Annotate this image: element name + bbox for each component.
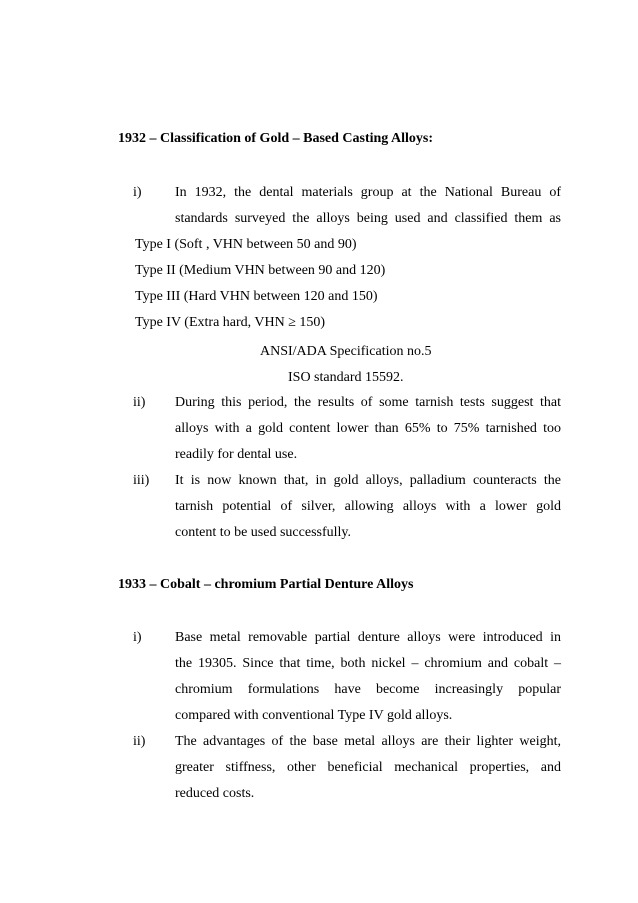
type-ii-line: Type II (Medium VHN between 90 and 120) — [135, 263, 386, 278]
type-iv-line: Type IV (Extra hard, VHN ≥ 150) — [135, 315, 326, 330]
item-ii-number: ii) — [133, 395, 146, 410]
section-1933-heading: 1933 – Cobalt – chromium Partial Denture Alloys — [118, 577, 414, 592]
item-iii-number: iii) — [133, 473, 150, 488]
item-ii-line-2: alloys with a gold content lower than 65% to 75% tarnished too — [175, 421, 561, 436]
item-iii-line-2: tarnish potential of silver, allowing alloys with a lower gold — [175, 499, 561, 514]
item-i-line-1: In 1932, the dental materials group at the National Bureau of — [175, 185, 561, 200]
item-iii-line-1: It is now known that, in gold alloys, palladium counteracts the — [175, 473, 561, 488]
section-1932-heading: 1932 – Classification of Gold – Based Casting Alloys: — [118, 131, 434, 146]
item-iii-line-3: content to be used successfully. — [175, 525, 351, 540]
s2-item-ii-line-3: reduced costs. — [175, 786, 255, 801]
type-i-line: Type I (Soft , VHN between 50 and 90) — [135, 237, 357, 252]
s2-item-i-line-4: compared with conventional Type IV gold alloys. — [175, 708, 453, 723]
s2-item-ii-line-2: greater stiffness, other beneficial mechanical properties, and — [175, 760, 561, 775]
item-ii-line-1: During this period, the results of some tarnish tests suggest that — [175, 395, 561, 410]
s2-item-i-line-1: Base metal removable partial denture alloys were introduced in — [175, 630, 561, 645]
s2-item-ii-number: ii) — [133, 734, 146, 749]
s2-item-i-line-3: chromium formulations have become increasingly popular — [175, 682, 561, 697]
spec-iso: ISO standard 15592. — [288, 370, 404, 385]
s2-item-ii-line-1: The advantages of the base metal alloys are their lighter weight, — [175, 734, 561, 749]
spec-ansi-ada: ANSI/ADA Specification no.5 — [260, 344, 432, 359]
s2-item-i-number: i) — [133, 630, 142, 645]
item-i-line-2: standards surveyed the alloys being used and classified them as — [175, 211, 561, 226]
type-iii-line: Type III (Hard VHN between 120 and 150) — [135, 289, 378, 304]
s2-item-i-line-2: the 19305. Since that time, both nickel – chromium and cobalt – — [175, 656, 561, 671]
item-i-number: i) — [133, 185, 142, 200]
item-ii-line-3: readily for dental use. — [175, 447, 298, 462]
